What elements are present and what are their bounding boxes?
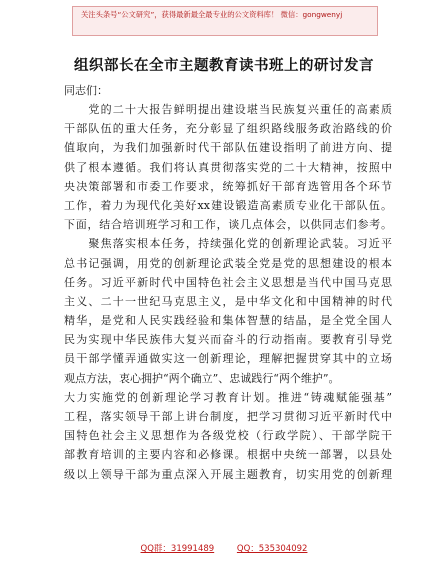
body-line: 精华，是党和人民实践经验和集体智慧的结晶，是全党全国人 <box>64 314 392 328</box>
body-line: 任务。习近平新时代中国特色社会主义思想是当代中国马克思 <box>64 275 392 289</box>
body-line: 部教育培训的主要内容和必修课。根据中央统一部署，以县处 <box>64 448 392 462</box>
body-line: 工作，着力为现代化美好xx建设锻造高素质专业化干部队伍。 <box>64 198 392 212</box>
document-title: 组织部长在全市主题教育读书班上的研讨发言 <box>74 58 374 74</box>
body-line: 民为实现中华民族伟大复兴而奋斗的行动指南。要教育引导党 <box>64 333 392 347</box>
body-line: 工程，落实领导干部上讲台制度，把学习贯彻习近平新时代中 <box>64 410 392 423</box>
body-line: 值取向，为我们加强新时代干部队伍建设指明了前进方向、提 <box>64 141 392 155</box>
greeting: 同志们： <box>64 84 108 97</box>
body-line: 聚焦落实根本任务，持续强化党的创新理论武装。习近平 <box>64 237 392 251</box>
promo-banner-text: 关注头条号“公文研究”，获得最新最全最专业的公文资料库！ 微信：gongwenyj <box>81 10 343 19</box>
body-line: 观点方法，衷心拥护“两个确立”、忠诚践行“两个维护”。 <box>64 371 340 385</box>
qq-group-1[interactable]: QQ群：31991489 <box>140 544 215 554</box>
body-line: 下面，结合培训班学习和工作，谈几点体会，以供同志们参考。 <box>64 218 392 232</box>
body-line: 干部队伍的重大任务，充分彰显了组织路线服务政治路线的价 <box>64 122 392 136</box>
qq-group-2[interactable]: QQ：535304092 <box>236 544 308 554</box>
body-line: 供了根本遵循。我们将认真贯彻落实党的二十大精神，按照中 <box>64 160 392 174</box>
body-line: 员干部学懂弄通做实这一创新理论，理解把握贯穿其中的立场 <box>64 352 392 366</box>
body-line: 大力实施党的创新理论学习教育计划。推进“铸魂赋能强基” <box>64 390 392 404</box>
body-line: 央决策部署和市委工作要求，统筹抓好干部育选管用各个环节 <box>64 179 392 193</box>
body-line: 级以上领导干部为重点深入开展主题教育，切实用党的创新理 <box>64 467 392 481</box>
body-line: 主义、二十一世纪马克思主义，是中华文化和中国精神的时代 <box>64 294 392 308</box>
document-body <box>64 100 392 484</box>
promo-banner <box>72 6 378 36</box>
body-line: 总书记强调，用党的创新理论武装全党是党的思想建设的根本 <box>64 256 392 270</box>
body-line: 国特色社会主义思想作为各级党校（行政学院）、干部学院干 <box>64 429 392 443</box>
footer <box>0 542 448 554</box>
body-line: 党的二十大报告鲜明提出建设堪当民族复兴重任的高素质 <box>64 103 392 116</box>
